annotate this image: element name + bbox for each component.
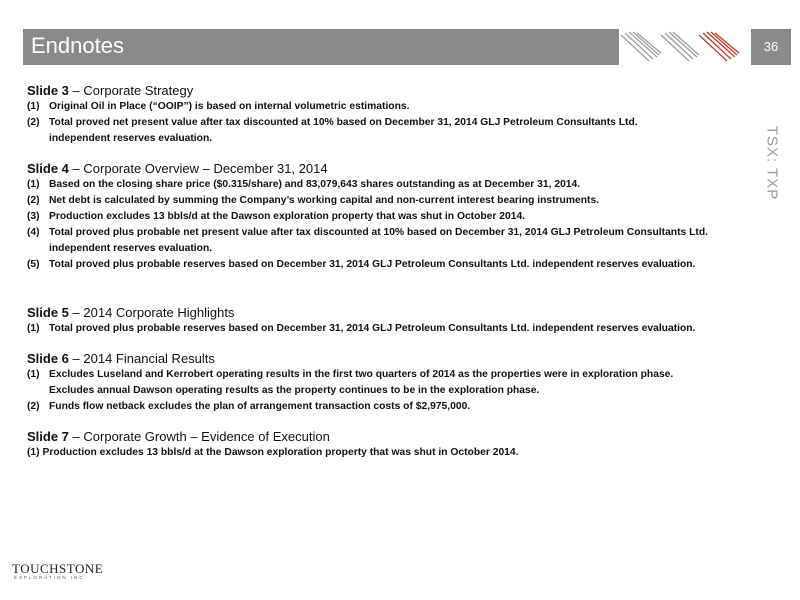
endnote-item [27,99,767,115]
note-number: (2) [27,401,40,412]
endnote-continuation [27,383,767,399]
company-logo [12,558,124,580]
ticker-text: TSX: TXP [763,125,781,201]
note-number: (1) [27,179,40,190]
heading-separator: – [68,305,84,320]
note-number: (1) [27,323,40,334]
decorative-stripes [619,29,745,65]
endnote-item [27,115,767,131]
endnote-item [27,177,767,193]
note-text: Total proved plus probable reserves based on December 31, 2014 GLJ Petroleum Consultants Ltd. independent reserves evaluation. [49,259,696,270]
section-heading [27,304,767,321]
endnote-item [27,257,767,273]
note-text-continued: independent reserves evaluation. [49,243,213,254]
section-title: Corporate Strategy [83,83,194,98]
note-number: (1) [27,369,40,380]
note-number: (4) [27,227,40,238]
heading-separator: – [68,83,84,98]
page-title: Endnotes [31,33,124,58]
note-text: Total proved plus probable reserves based on December 31, 2014 GLJ Petroleum Consultants Ltd. independent reserves evaluation. [49,323,696,334]
logo-wordmark: TOUCHSTONE [12,561,104,576]
endnote-continuation [27,241,767,257]
note-text: Based on the closing share price ($0.315/share) and 83,079,643 shares outstanding as at December 31, 2014. [49,179,581,190]
endnote-item [27,225,767,241]
endnote-item [27,209,767,225]
section-heading [27,350,767,367]
note-number: (2) [27,195,40,206]
heading-separator: – [68,161,84,176]
heading-separator: – [68,351,84,366]
note-text: Total proved plus probable net present value after tax discounted at 10% based on December 31, 2014 GLJ Petroleum Consultants Ltd. [49,227,708,238]
endnote-section-slide-5 [27,304,767,337]
note-text: Excludes Luseland and Kerrobert operating results in the first two quarters of 2014 as the properties were in exploration phase. [49,369,674,380]
note-number: (2) [27,117,40,128]
slide-ref: Slide 5 [27,305,69,320]
page-number-box [751,29,791,65]
endnote-section-slide-4 [27,160,767,273]
section-heading [27,160,767,177]
slide-ref: Slide 4 [27,161,69,176]
note-text: Net debt is calculated by summing the Company’s working capital and non-current interest bearing instruments. [49,195,600,206]
section-heading [27,428,767,445]
slide-ref: Slide 7 [27,429,69,444]
note-text: Funds flow netback excludes the plan of arrangement transaction costs of $2,975,000. [49,401,471,412]
section-title: 2014 Corporate Highlights [83,305,235,320]
section-title: 2014 Financial Results [83,351,215,366]
slide-ref: Slide 6 [27,351,69,366]
note-number: (1) [27,101,40,112]
note-text-continued: independent reserves evaluation. [49,133,213,144]
endnote-item [27,367,767,383]
note-number: (5) [27,259,40,270]
section-title: Corporate Growth – Evidence of Execution [83,429,330,444]
spacer [27,286,767,304]
header-bar [23,29,619,65]
endnote-section-slide-3 [27,82,767,147]
section-title: Corporate Overview – December 31, 2014 [83,161,328,176]
note-text: Original Oil in Place (“OOIP”) is based on internal volumetric estimations. [49,101,410,112]
endnote-section-slide-7 [27,428,767,461]
endnote-section-slide-6 [27,350,767,415]
endnote-item [27,193,767,209]
note-text-continued: Excludes annual Dawson operating results as the property continues to be in the exploration phase. [49,385,540,396]
endnotes-content [27,82,767,474]
heading-separator: – [68,429,84,444]
page-number: 36 [763,39,779,54]
endnote-item [27,399,767,415]
endnote-continuation [27,131,767,147]
note-text: Production excludes 13 bbls/d at the Dawson exploration property that was shut in October 2014. [49,211,526,222]
note-number: (3) [27,211,40,222]
note-text: Total proved net present value after tax discounted at 10% based on December 31, 2014 GLJ Petroleum Consultants Ltd. [49,117,638,128]
logo-subtitle: EXPLORATION INC [14,575,85,580]
section-heading [27,82,767,99]
endnote-item [27,321,767,337]
slide-ref: Slide 3 [27,83,69,98]
note-text: (1) Production excludes 13 bbls/d at the Dawson exploration property that was shut in October 2014. [27,447,519,458]
